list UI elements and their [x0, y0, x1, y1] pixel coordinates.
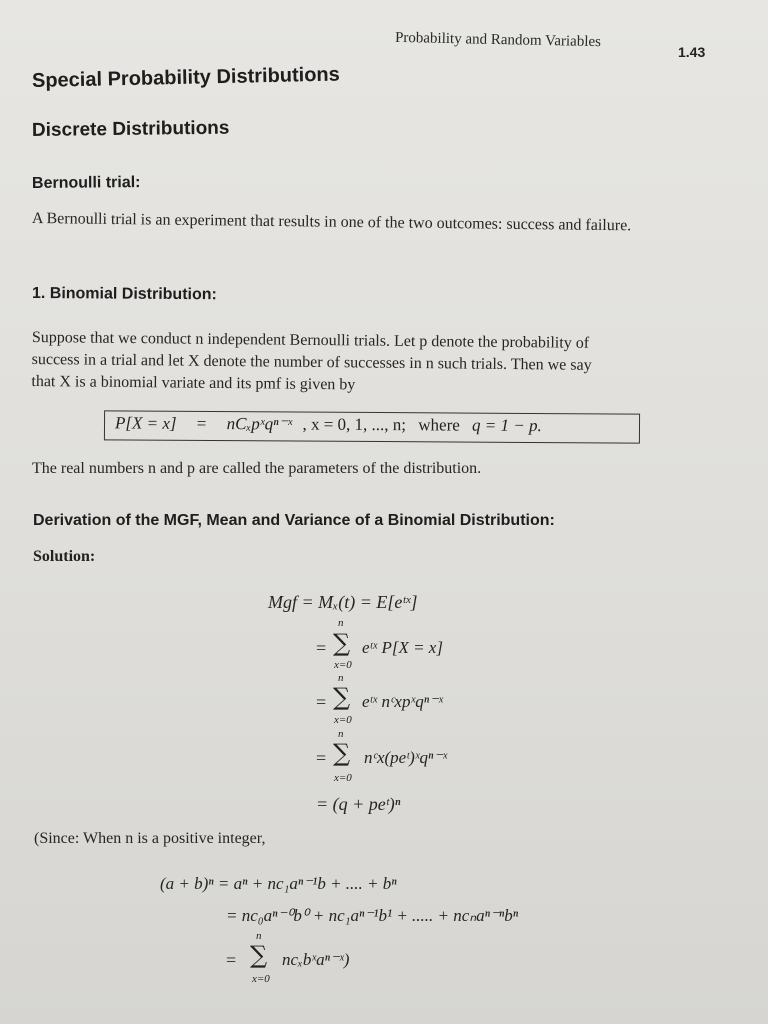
sigma-symbol: ∑	[333, 683, 351, 711]
pmf-rhs: nCₓpˣqⁿ⁻ˣ	[226, 414, 293, 434]
binomial-expansion-2: = nc₀aⁿ⁻⁰b⁰ + nc₁aⁿ⁻¹b¹ + ..... + ncₙaⁿ⁻ⁿbⁿ	[226, 906, 519, 925]
heading-binomial-distribution: 1. Binomial Distribution:	[31, 285, 217, 304]
sum-lower-limit: x=0	[334, 714, 352, 726]
binomial-expansion-1: (a + b)ⁿ = aⁿ + nc₁aⁿ⁻¹b + .... + bⁿ	[160, 874, 397, 893]
bernoulli-definition: A Bernoulli trial is an experiment that results in one of the two outcomes: success and failure.	[31, 209, 632, 235]
pmf-where: where	[418, 415, 460, 435]
running-header: Probability and Random Variables	[394, 29, 602, 51]
sum-lower-limit: x=0	[334, 772, 352, 784]
binomial-expansion-3: ncₓbˣaⁿ⁻ˣ)	[282, 950, 350, 969]
heading-discrete-distributions: Discrete Distributions	[31, 117, 230, 141]
since-note: (Since: When n is a positive integer,	[34, 830, 266, 847]
parameters-sentence: The real numbers n and p are called the parameters of the distribution.	[32, 460, 482, 477]
sigma-symbol: ∑	[250, 941, 268, 969]
pmf-equals: =	[196, 413, 207, 433]
equals-sign: =	[226, 950, 237, 970]
mgf-line-3: eᵗˣ nᶜxpˣqⁿ⁻ˣ	[362, 692, 443, 711]
binomial-line-2: success in a trial and let X denote the number of successes in n such trials. Then we say	[31, 350, 592, 374]
equals-sign: =	[316, 692, 327, 712]
heading-special-distributions: Special Probability Distributions	[31, 63, 340, 92]
sum-upper-limit: n	[338, 617, 344, 629]
binomial-line-3: that X is a binomial variate and its pmf is given by	[31, 372, 356, 394]
pmf-range: , x = 0, 1, ..., n;	[302, 414, 407, 435]
sum-lower-limit: x=0	[334, 659, 352, 671]
sigma-symbol: ∑	[333, 739, 351, 767]
binomial-description	[31, 327, 722, 400]
sigma-symbol: ∑	[333, 629, 351, 657]
sum-lower-limit: x=0	[252, 973, 270, 985]
heading-bernoulli-trial: Bernoulli trial:	[31, 174, 141, 192]
sum-upper-limit: n	[338, 672, 344, 684]
mgf-line-5: = (q + peᵗ)ⁿ	[316, 794, 401, 814]
pmf-formula-box	[104, 410, 640, 443]
binomial-line-1: Suppose that we conduct n independent Bernoulli trials. Let p denote the probability of	[31, 328, 590, 352]
pmf-lhs: P[X = x]	[114, 413, 177, 433]
mgf-line-1: Mgf = Mₓ(t) = E[eᵗˣ]	[268, 592, 418, 612]
equals-sign: =	[316, 748, 327, 768]
heading-derivation: Derivation of the MGF, Mean and Variance of a Binomial Distribution:	[33, 512, 555, 529]
mgf-line-2: eᵗˣ P[X = x]	[362, 638, 443, 657]
solution-label: Solution:	[33, 548, 96, 565]
sum-upper-limit: n	[256, 930, 262, 942]
sum-upper-limit: n	[338, 728, 344, 740]
page-number: 1.43	[678, 44, 706, 60]
equals-sign: =	[316, 638, 327, 658]
pmf-q-definition: q = 1 − p.	[472, 415, 542, 436]
mgf-line-4: nᶜx(peᵗ)ˣqⁿ⁻ˣ	[364, 748, 448, 767]
